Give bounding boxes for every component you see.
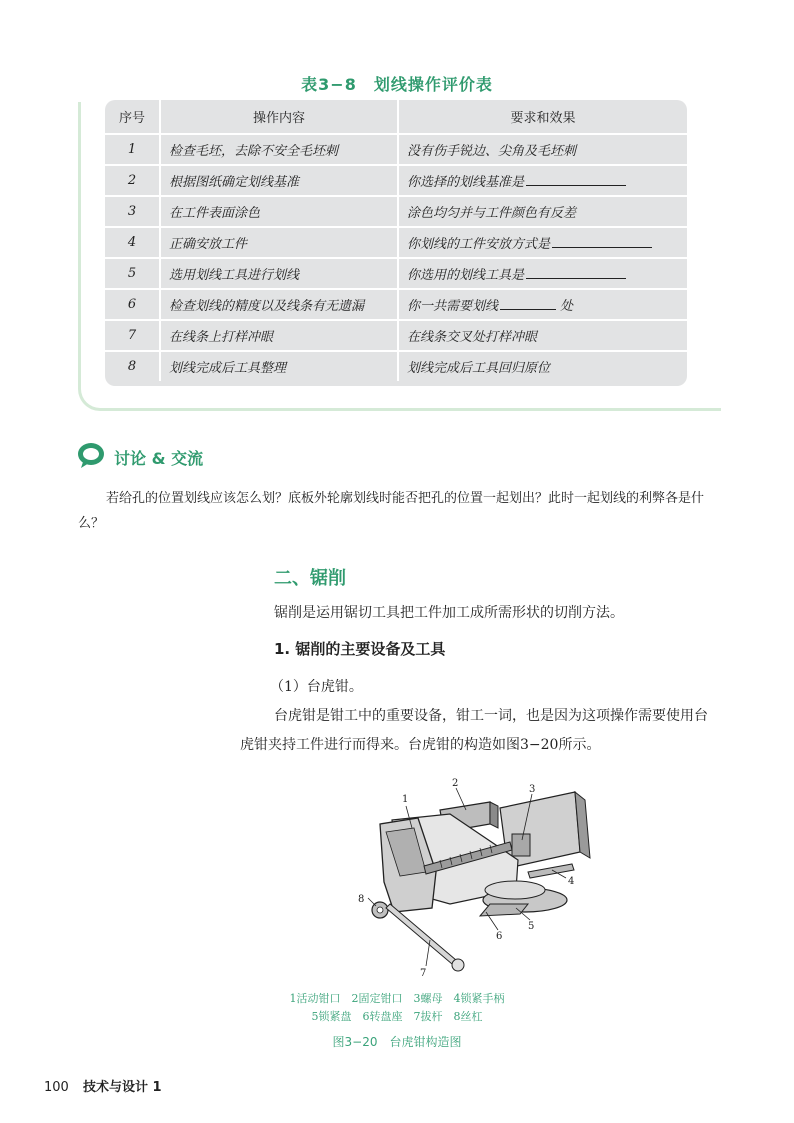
row-requirement xyxy=(399,135,687,166)
section-title: 二、锯削 xyxy=(274,568,346,589)
evaluation-table xyxy=(105,100,687,386)
row-operation: 检查划线的精度以及线条有无遗漏 xyxy=(161,290,399,321)
row-number: 6 xyxy=(105,290,161,321)
row-operation: 在工件表面涂色 xyxy=(161,197,399,228)
part-label-8: 8 xyxy=(358,894,365,905)
requirement-suffix: 处 xyxy=(560,299,574,314)
table-row xyxy=(105,259,687,290)
row-requirement xyxy=(399,290,687,321)
row-requirement xyxy=(399,197,687,228)
row-requirement xyxy=(399,259,687,290)
subsection-title: 1. 锯削的主要设备及工具 xyxy=(274,640,446,658)
table-row xyxy=(105,321,687,352)
part-label-5: 5 xyxy=(528,921,535,932)
part-label-4: 4 xyxy=(568,876,575,887)
section-paragraph: 台虎钳是钳工中的重要设备，钳工一词，也是因为这项操作需要使用台虎钳夹持工件进行而得来。台虎钳的构造如图3−20所示。 xyxy=(240,708,708,753)
row-operation: 选用划线工具进行划线 xyxy=(161,259,399,290)
row-number: 5 xyxy=(105,259,161,290)
row-number: 7 xyxy=(105,321,161,352)
table-row xyxy=(105,290,687,321)
requirement-text: 没有伤手锐边、尖角及毛坯刺 xyxy=(407,144,577,159)
figure-caption: 图3−20 台虎钳构造图 xyxy=(332,1035,462,1049)
table-row xyxy=(105,135,687,166)
item-title: （1）台虎钳。 xyxy=(270,679,363,695)
discussion-title: 讨论 & 交流 xyxy=(114,449,204,468)
part-label-6: 6 xyxy=(496,931,503,942)
requirement-text: 划线完成后工具回归原位 xyxy=(407,361,551,376)
requirement-text: 在线条交叉处打样冲眼 xyxy=(407,330,538,345)
row-requirement xyxy=(399,321,687,352)
table-row xyxy=(105,166,687,197)
requirement-text: 你选用的划线工具是 xyxy=(407,268,525,283)
table-row xyxy=(105,352,687,381)
part-label-7: 7 xyxy=(420,968,427,979)
header-operation: 操作内容 xyxy=(161,100,399,135)
row-number: 3 xyxy=(105,197,161,228)
discussion-icon xyxy=(77,442,105,468)
page-number: 100 xyxy=(44,1080,69,1095)
requirement-text: 你划线的工件安放方式是 xyxy=(407,237,551,252)
fill-in-blank[interactable] xyxy=(552,233,652,248)
table-row xyxy=(105,228,687,259)
row-operation: 在线条上打样冲眼 xyxy=(161,321,399,352)
table-header-row xyxy=(105,100,687,135)
table-title: 表3−8 划线操作评价表 xyxy=(301,75,493,94)
row-operation: 正确安放工件 xyxy=(161,228,399,259)
requirement-text: 涂色均匀并与工件颜色有反差 xyxy=(407,206,577,221)
fill-in-blank[interactable] xyxy=(526,264,626,279)
table-row xyxy=(105,197,687,228)
row-operation: 划线完成后工具整理 xyxy=(161,352,399,381)
requirement-text: 你一共需要划线 xyxy=(407,299,499,314)
row-requirement xyxy=(399,352,687,381)
row-requirement xyxy=(399,166,687,197)
requirement-text: 你选择的划线基准是 xyxy=(407,175,525,190)
row-number: 4 xyxy=(105,228,161,259)
discussion-text: 若给孔的位置划线应该怎么划？底板外轮廓划线时能否把孔的位置一起划出？此时一起划线的利弊各是什么？ xyxy=(78,491,705,531)
bench-vise-figure xyxy=(340,772,600,982)
row-number: 2 xyxy=(105,166,161,197)
row-number: 8 xyxy=(105,352,161,381)
fill-in-blank[interactable] xyxy=(500,295,556,310)
header-no: 序号 xyxy=(105,100,161,135)
part-label-2: 2 xyxy=(452,778,459,789)
row-requirement xyxy=(399,228,687,259)
book-title: 技术与设计 1 xyxy=(82,1080,162,1095)
page-footer xyxy=(44,1076,162,1095)
figure-legend-line2: 5锁紧盘 6转盘座 7拔杆 8丝杠 xyxy=(311,1010,483,1023)
part-label-1: 1 xyxy=(402,794,409,805)
section-intro: 锯削是运用锯切工具把工件加工成所需形状的切削方法。 xyxy=(274,605,624,621)
row-operation: 检查毛坯，去除不安全毛坯剌 xyxy=(161,135,399,166)
row-number: 1 xyxy=(105,135,161,166)
figure-legend-line1: 1活动钳口 2固定钳口 3螺母 4锁紧手柄 xyxy=(289,992,505,1005)
fill-in-blank[interactable] xyxy=(526,171,626,186)
row-operation: 根据图纸确定划线基准 xyxy=(161,166,399,197)
header-requirement: 要求和效果 xyxy=(399,100,687,135)
part-label-3: 3 xyxy=(529,784,536,795)
